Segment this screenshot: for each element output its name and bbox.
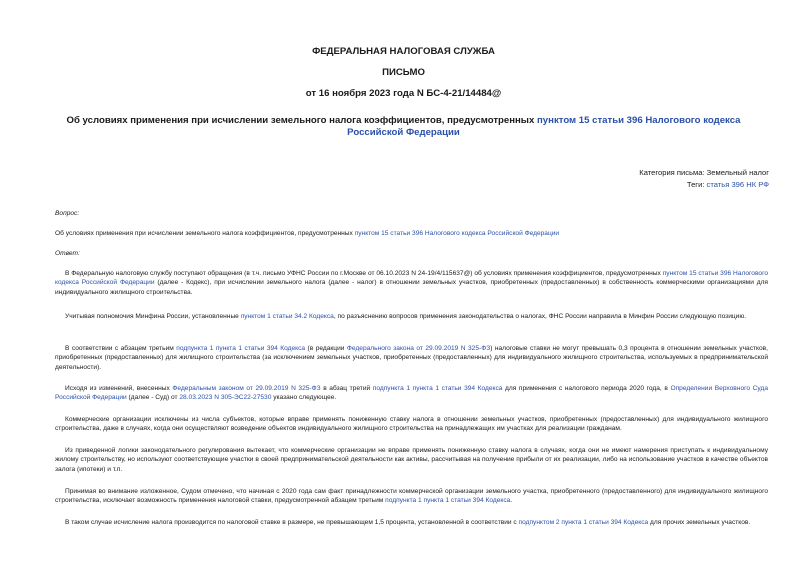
p3-text-b: (в редакции — [305, 345, 347, 352]
p4-text-b: в абзац третий — [320, 385, 373, 392]
p6-text: Из приведенной логики законодательного регулирования вытекает, что коммерческие организации не вправе применять пониженную ставку налога в случаях, когда они не имеют намерения приступать к индивидуальному жилому строительству, но используют соответствующие участки в своей предпринимательской деятельности как активы, рассчитывая на получение прибыли от их реализации, либо на использование участков в качестве объектов залога (ипотеки) и т.п. — [55, 447, 768, 473]
p4-text-a: Исходя из изменений, внесенных — [65, 385, 173, 392]
p7-text-a: Принимая во внимание изложенное, Судом отмечено, что начиная с 2020 года сам факт принадлежности коммерческой организации земельного участка, приобретенного (предоставленного) для индивидуального жилищного строительства, исключает возможность применения налоговой ставки, предусмотренной абзацем третьим — [55, 488, 768, 505]
document-date-number: от 16 ноября 2023 года N БС-4-21/14484@ — [305, 88, 502, 99]
p4-text-c: для применения с налогового периода 2020 года, в — [502, 385, 671, 392]
p8-link[interactable]: подпунктом 2 пункта 1 статьи 394 Кодекса — [518, 519, 649, 526]
p4-link-4[interactable]: 28.03.2023 N 305-ЭС22-27530 — [179, 394, 272, 402]
p7-text-b: . — [510, 497, 513, 505]
subject-link[interactable]: пунктом 15 статьи 396 Налогового кодекса Российской Федерации — [347, 115, 741, 138]
p3-link-1[interactable]: подпункта 1 пункта 1 статьи 394 Кодекса — [176, 345, 306, 352]
p4-link-1[interactable]: Федеральным законом от 29.09.2019 N 325-ФЗ — [172, 385, 321, 392]
p2-text-a: Учитывая полномочия Минфина России, установленные — [65, 313, 241, 320]
agency-title: ФЕДЕРАЛЬНАЯ НАЛОГОВАЯ СЛУЖБА — [312, 46, 495, 57]
tag-link[interactable]: статья 396 НК РФ — [706, 180, 769, 189]
p3-text-c: ) налоговые ставки не могут превышать 0,3 процента в отношении земельных участков, приобретенных (предоставленных) для жилищного строительства (за исключением земельных участков, приобретенных (предоставленных) для индивидуального жилищного строительства, используемых в предпринимательской деятельности). — [55, 345, 768, 371]
p4-link-3[interactable]: Определении Верховного Суда Российской Федерации — [55, 385, 768, 402]
tags-label: Теги: — [686, 180, 707, 189]
subject-text: Об условиях применения при исчислении земельного налога коэффициентов, предусмотренных — [66, 115, 538, 126]
letter-category: Категория письма: Земельный налог — [639, 168, 769, 177]
p1-link[interactable]: пунктом 15 статьи 396 Налогового кодекса Российской Федерации — [55, 270, 768, 287]
paragraph-6 — [55, 446, 768, 474]
p2-link[interactable]: пунктом 1 статьи 34.2 Кодекса — [240, 313, 334, 320]
question-link[interactable]: пунктом 15 статьи 396 Налогового кодекса Российской Федерации — [354, 230, 560, 237]
p3-link-2[interactable]: Федерального закона от 29.09.2019 N 325-ФЗ — [346, 345, 491, 352]
p1-text-a: В Федеральную налоговую службу поступают обращения (в т.ч. письмо УФНС России по г.Москве от 06.10.2023 N 24-19/4/115637@) об условиях применения коэффициентов, предусмотренных — [65, 270, 663, 277]
p4-text-e: указано следующее. — [271, 394, 337, 402]
paragraph-5 — [55, 415, 768, 434]
paragraph-2 — [55, 312, 768, 321]
question-text-start: Об условиях применения при исчислении земельного налога коэффициентов, предусмотренных — [55, 230, 355, 237]
p4-link-2[interactable]: подпункта 1 пункта 1 статьи 394 Кодекса — [372, 385, 503, 392]
p5-text: Коммерческие организации исключены из числа субъектов, которые вправе применять пониженную ставку налога в отношении земельных участков, приобретенных (предоставленных) для индивидуального жилищного строительства, даже в случаях, когда они осуществляют возведение объектов индивидуального жилищного строительства на принадлежащих им участках для реализации гражданам. — [55, 416, 768, 433]
question-label: Вопрос: — [55, 210, 80, 217]
paragraph-1 — [55, 269, 768, 297]
document-type: ПИСЬМО — [382, 67, 425, 78]
document-subject — [50, 115, 757, 138]
p4-text-d: (далее - Суд) от — [126, 394, 180, 402]
p8-text-b: для прочих земельных участков. — [648, 519, 751, 526]
p1-text-b: (далее - Кодекс), при исчислении земельного налога (далее - налог) в отношении земельных участков, приобретенных (предоставленных) в собственность коммерческими организациями для индивидуального жилищного строительства. — [55, 279, 769, 296]
p2-text-b: , по разъяснению вопросов применения законодательства о налогах, ФНС России направила в Минфин России следующую позицию. — [333, 313, 747, 320]
question-text — [55, 229, 768, 238]
paragraph-4 — [55, 384, 768, 403]
paragraph-7 — [55, 487, 768, 506]
p3-text-a: В соответствии с абзацем третьим — [65, 345, 177, 352]
p7-link[interactable]: подпункта 1 пункта 1 статьи 394 Кодекса — [385, 497, 511, 505]
p8-text-a: В таком случае исчисление налога производится по налоговой ставке в размере, не превышающем 1,5 процента, установленной в соответствии с — [65, 519, 519, 526]
paragraph-3 — [55, 344, 768, 372]
paragraph-8 — [55, 518, 768, 527]
letter-tags — [687, 180, 769, 189]
answer-label: Ответ: — [55, 250, 80, 257]
